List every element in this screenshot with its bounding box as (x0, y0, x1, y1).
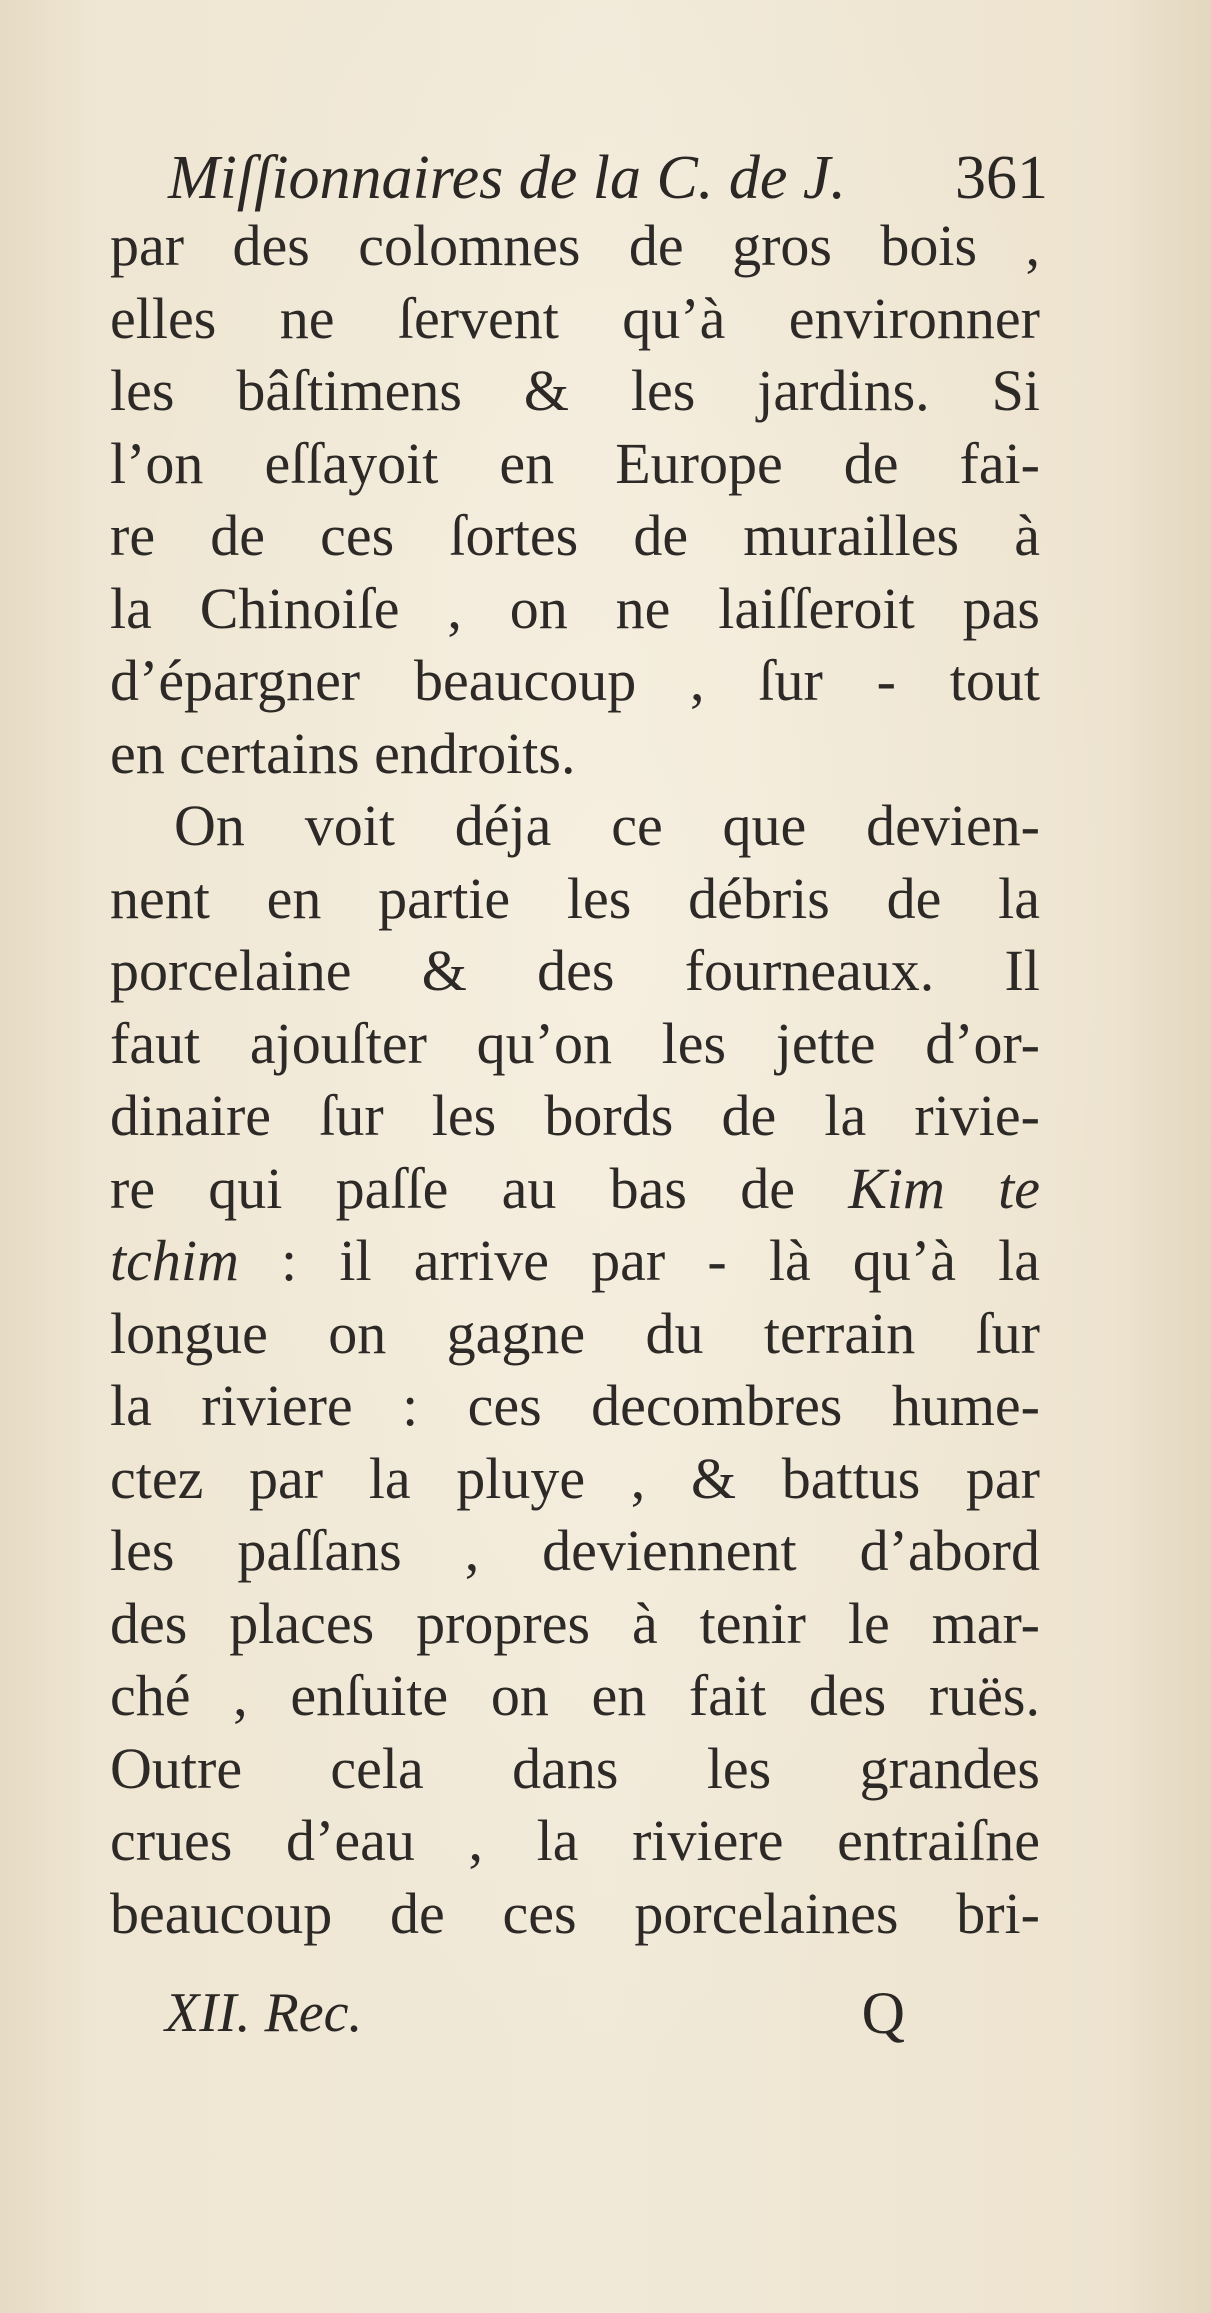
text-line: longue on gagne du terrain ſur (110, 1300, 1040, 1366)
text-line: les bâſtimens & les jardins. Si (110, 358, 1040, 423)
page-footer (165, 1975, 905, 2051)
text-line: les paſſans , deviennent d’abord (110, 1518, 1040, 1583)
italic-place-name: Kim te (848, 1155, 1041, 1221)
catchword: Q (861, 1980, 905, 2046)
text-line (110, 1225, 1040, 1298)
page-number: 361 (955, 144, 1048, 212)
italic-place-name: tchim (110, 1228, 239, 1293)
text-line: ché , enſuite on en fait des ruës. (110, 1663, 1040, 1728)
text-line: la riviere : ces decombres hume- (110, 1373, 1040, 1438)
running-title: Miſſionnaires de la C. de J. (168, 144, 846, 212)
text-line (110, 1153, 1040, 1226)
page-header (168, 140, 1048, 216)
text-segment: : il arrive par - là qu’à la (281, 1228, 1041, 1293)
text-line: porcelaine & des fourneaux. Il (110, 938, 1040, 1003)
text-line: Outre cela dans les grandes (110, 1735, 1040, 1801)
text-line: par des colomnes de gros bois , (110, 213, 1040, 278)
text-line: l’on eſſayoit en Europe de fai- (110, 430, 1040, 496)
text-line: faut ajouſter qu’on les jette d’or- (110, 1010, 1040, 1076)
text-line: la Chinoiſe , on ne laiſſeroit pas (110, 575, 1040, 641)
text-line: nent en partie les débris de la (110, 865, 1040, 931)
paragraph-start-line: On voit déja ce que devien- (174, 793, 1040, 858)
text-line: dinaire ſur les bords de la rivie- (110, 1083, 1040, 1148)
text-line: re de ces ſortes de murailles à (110, 503, 1040, 568)
text-line: crues d’eau , la riviere entraiſne (110, 1808, 1040, 1873)
signature-mark: XII. Rec. (165, 1982, 363, 2044)
text-line: beaucoup de ces porcelaines bri- (110, 1880, 1040, 1946)
body-text (110, 210, 1040, 1950)
text-line: d’épargner beaucoup , ſur - tout (110, 648, 1040, 713)
text-line: en certains endroits. (110, 720, 576, 786)
text-line: elles ne ſervent qu’à environner (110, 285, 1040, 351)
text-segment: re qui paſſe au bas de (110, 1155, 795, 1221)
text-line: ctez par la pluye , & battus par (110, 1445, 1040, 1511)
text-line: des places propres à tenir le mar- (110, 1590, 1040, 1656)
